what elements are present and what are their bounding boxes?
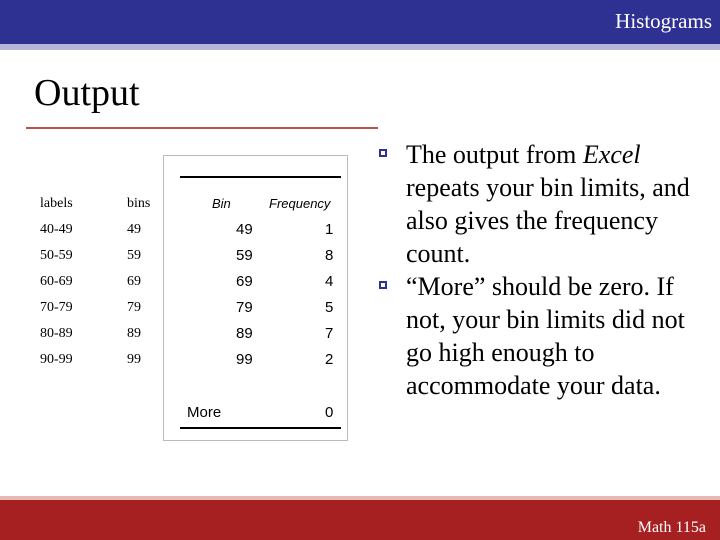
header-stripe bbox=[0, 44, 720, 50]
row-bin: 99 bbox=[236, 351, 253, 368]
header-title: Histograms bbox=[615, 9, 712, 33]
more-label: More bbox=[187, 404, 222, 421]
bullet-text-pre: The output from bbox=[406, 140, 583, 169]
row-label: 80-89 bbox=[40, 326, 73, 341]
bullet-list bbox=[378, 138, 708, 402]
bin-header: Bin bbox=[212, 196, 231, 211]
bullet-item bbox=[378, 270, 708, 402]
row-label: 60-69 bbox=[40, 274, 73, 289]
footer-course-label: Math 115a bbox=[637, 519, 706, 536]
row-frequency: 1 bbox=[325, 221, 334, 238]
slide-title: Output bbox=[34, 72, 140, 114]
bullet-text-pre: “More” should be zero. If not, your bin limits did not go high enough to accommodate your data. bbox=[406, 272, 685, 400]
row-frequency: 2 bbox=[325, 351, 334, 368]
row-label: 90-99 bbox=[40, 352, 73, 367]
row-bins: 49 bbox=[127, 222, 141, 237]
header-bar bbox=[0, 0, 720, 44]
bullet-text-emphasis: Excel bbox=[582, 140, 641, 169]
row-bin: 89 bbox=[236, 325, 253, 342]
table-top-rule bbox=[180, 176, 341, 178]
square-bullet-icon bbox=[378, 280, 388, 290]
row-bins: 89 bbox=[127, 326, 141, 341]
square-bullet-icon bbox=[378, 148, 388, 158]
labels-header: labels bbox=[40, 196, 73, 211]
more-frequency: 0 bbox=[325, 404, 334, 421]
row-label: 50-59 bbox=[40, 248, 73, 263]
bullet-text-post: repeats your bin limits, and also gives the frequency count. bbox=[406, 173, 690, 268]
row-frequency: 4 bbox=[325, 273, 334, 290]
row-label: 70-79 bbox=[40, 300, 73, 315]
row-frequency: 7 bbox=[325, 325, 334, 342]
row-label: 40-49 bbox=[40, 222, 73, 237]
row-bin: 69 bbox=[236, 273, 253, 290]
row-bins: 99 bbox=[127, 352, 141, 367]
row-bin: 49 bbox=[236, 221, 253, 238]
footer-bar bbox=[0, 500, 720, 540]
frequency-header: Frequency bbox=[269, 196, 331, 211]
row-bin: 79 bbox=[236, 299, 253, 316]
row-bins: 69 bbox=[127, 274, 141, 289]
bins-header: bins bbox=[127, 196, 151, 211]
row-frequency: 5 bbox=[325, 299, 334, 316]
table-bottom-rule bbox=[180, 427, 341, 429]
row-bin: 59 bbox=[236, 247, 253, 264]
row-bins: 79 bbox=[127, 300, 141, 315]
bullet-item bbox=[378, 138, 708, 270]
row-frequency: 8 bbox=[325, 247, 334, 264]
title-underline bbox=[26, 127, 378, 129]
row-bins: 59 bbox=[127, 248, 141, 263]
